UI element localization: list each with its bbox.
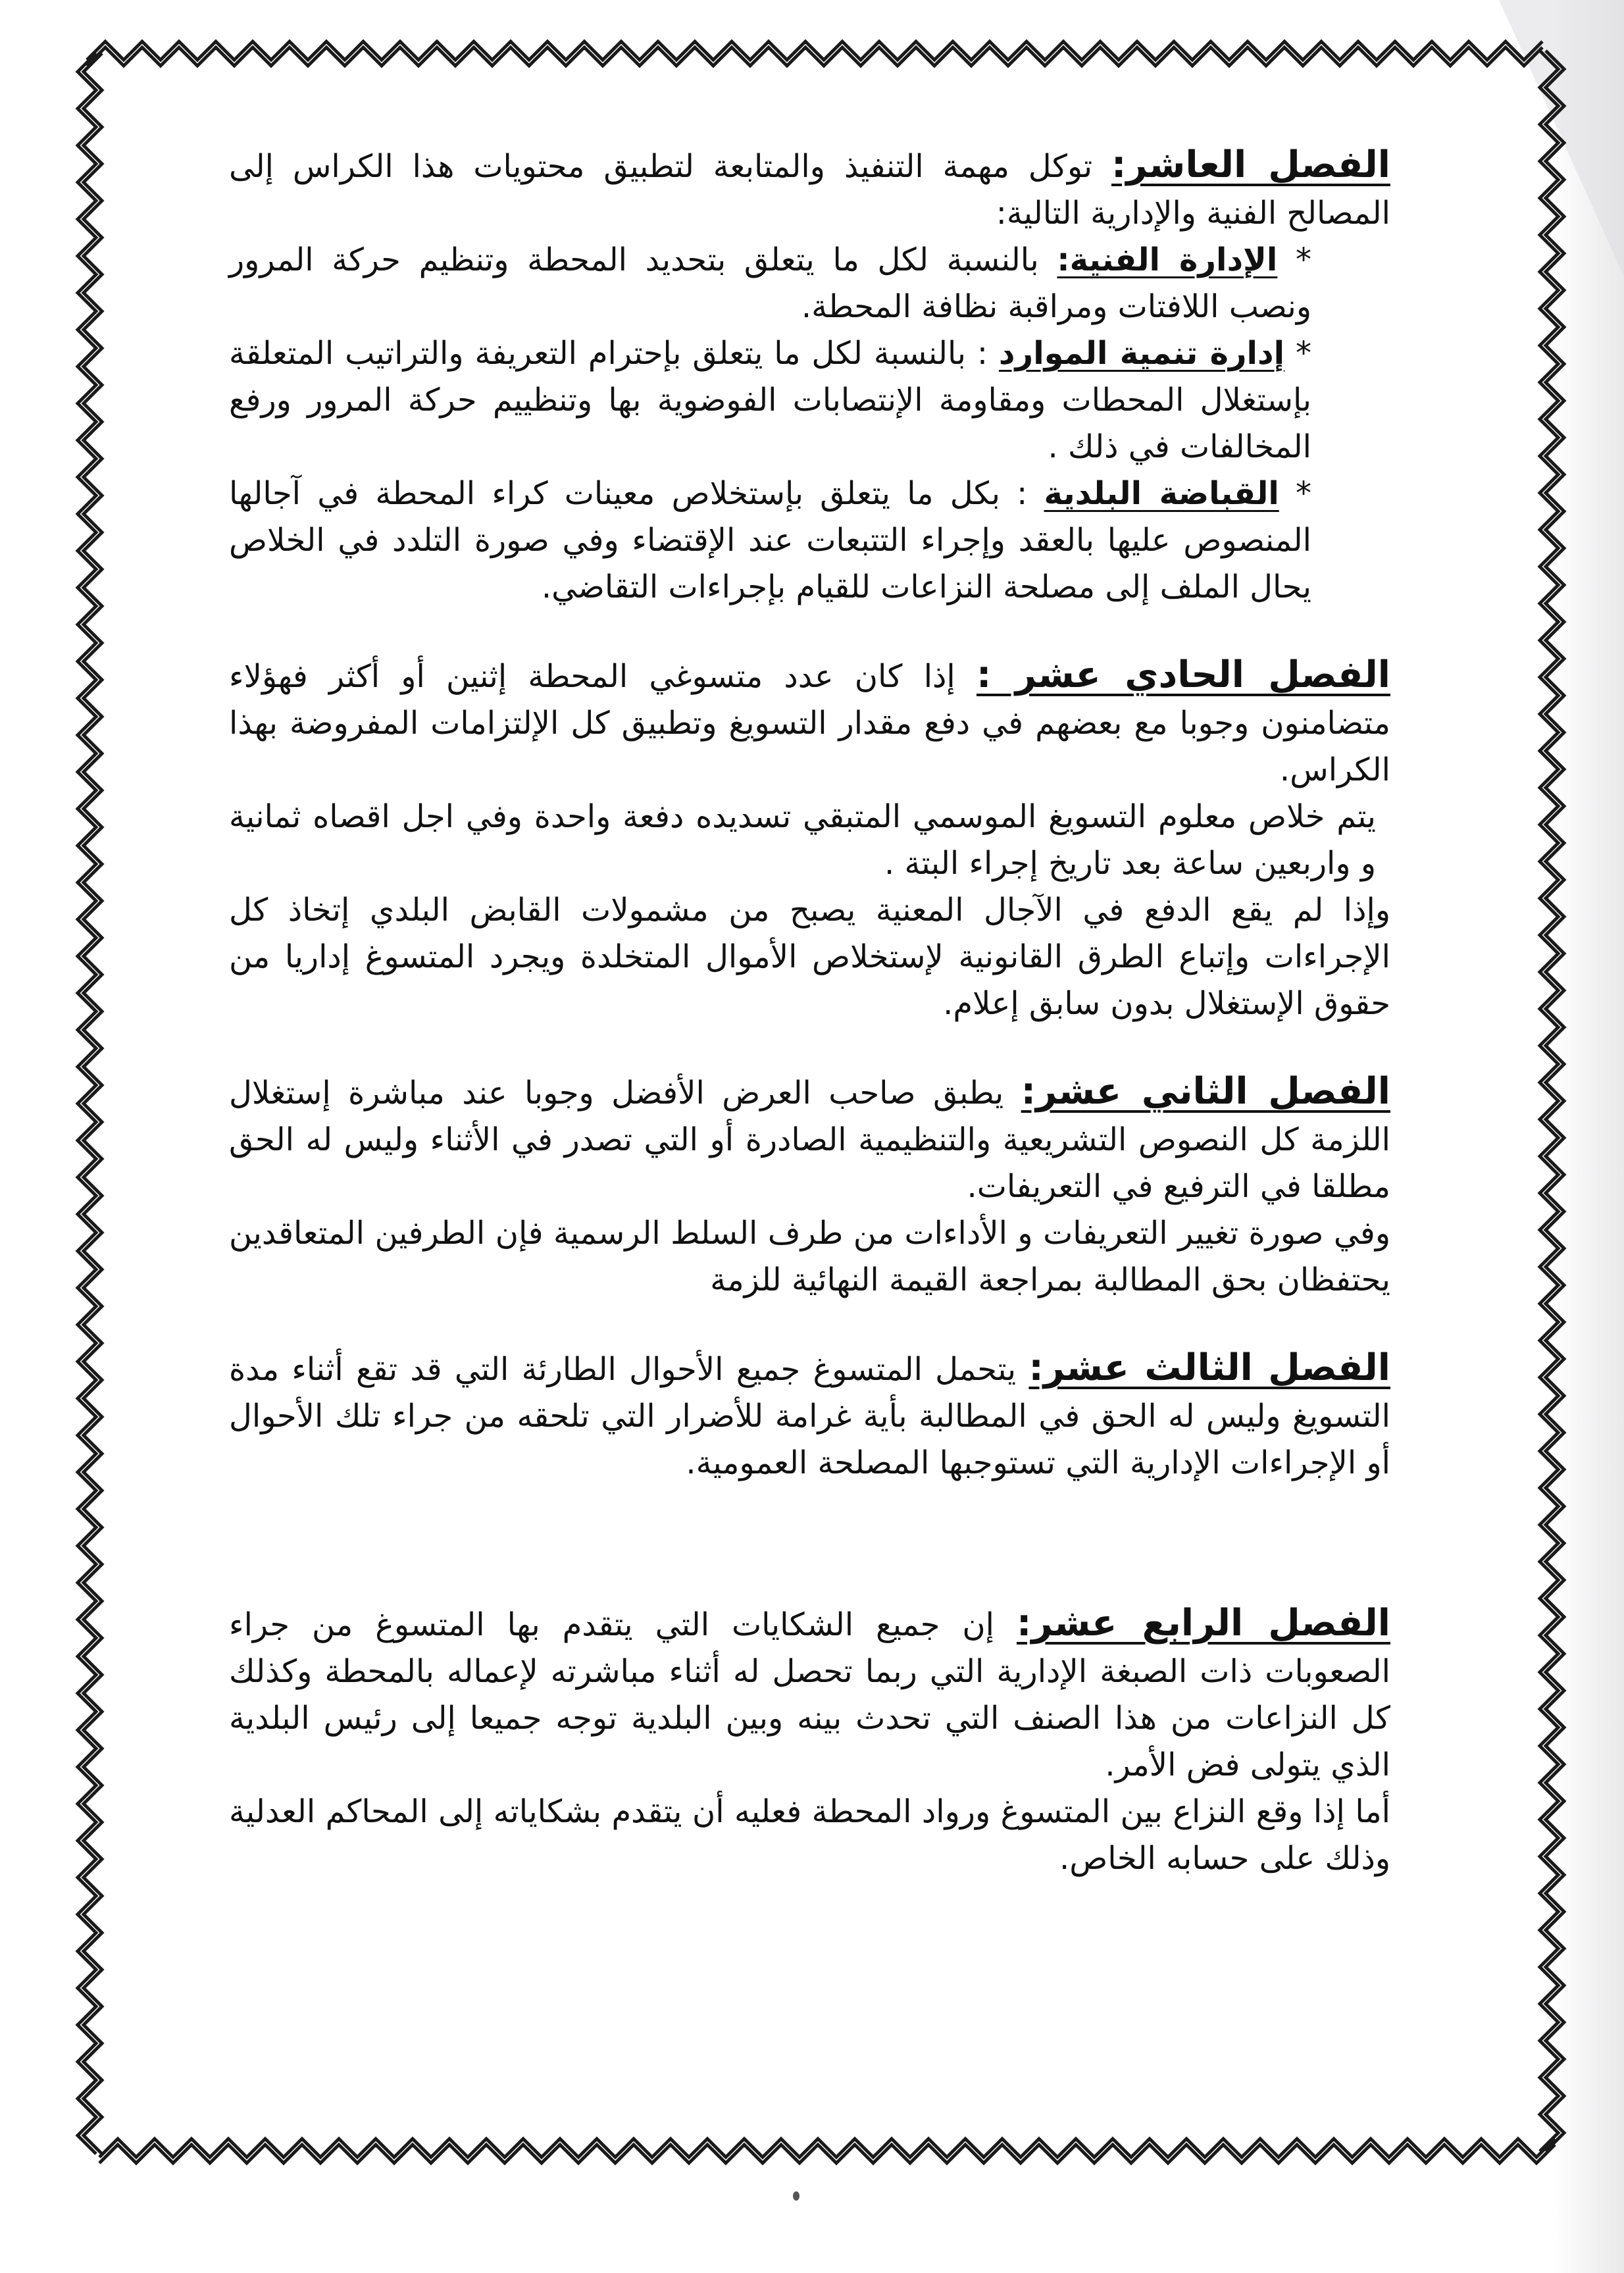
article-12-paragraph: وفي صورة تغيير التعريفات و الأداءات من طرف السلط الرسمية فإن الطرفين المتعاقدين يحتفظان بحق المطالبة بمراجعة القيمة النهائية للزمة: [229, 1215, 1390, 1298]
item-label: القباضة البلدية: [1044, 475, 1279, 512]
bullet-asterisk-icon: *: [1279, 475, 1311, 512]
article-12: [229, 1068, 1390, 1304]
article-11-text: إذا كان عدد متسوغي المحطة إثنين أو أكثر فهؤلاء متضامنون وجوبا مع بعضهم في دفع مقدار التسويغ وتطبيق كل الإلتزامات المفروضة بهذا الكراس.: [229, 658, 1390, 788]
article-10: [229, 141, 1390, 611]
item-label: إدارة تنمية الموارد: [998, 335, 1285, 372]
article-14-paragraph: أما إذا وقع النزاع بين المتسوغ ورواد المحطة فعليه أن يتقدم بشكاياته إلى المحاكم العدلية وذلك على حسابه الخاص.: [229, 1793, 1390, 1877]
bullet-asterisk-icon: *: [1284, 335, 1311, 372]
article-10-item-treasury: [229, 471, 1390, 611]
article-10-item-technical: [229, 237, 1390, 330]
article-11: [229, 651, 1390, 1027]
article-13-paragraph: [229, 1344, 1390, 1487]
article-14: [229, 1600, 1390, 1882]
blank-spacer: [229, 1527, 1390, 1600]
document-body: [229, 141, 1390, 1923]
item-label: الإدارة الفنية:: [1057, 242, 1278, 278]
border-zigzag-line: [84, 53, 102, 2154]
article-14-heading: الفصل الرابع عشر:: [1016, 1602, 1391, 1645]
article-12-paragraph: [229, 1068, 1390, 1210]
article-10-item-resources: [229, 330, 1390, 471]
article-12-heading: الفصل الثاني عشر:: [1021, 1070, 1390, 1113]
article-11-paragraph: وإذا لم يقع الدفع في الآجال المعنية يصبح من مشمولات القابض البلدي إتخاذ كل الإجراءات وإتباع الطرق القانونية لإستخلاص الأموال المتخلدة ويجرد المتسوغ إداريا من حقوق الإستغلال بدون سابق إعلام.: [229, 892, 1390, 1022]
article-10-text: توكل مهمة التنفيذ والمتابعة لتطبيق محتويات هذا الكراس إلى المصالح الفنية والإدارية التالية:: [229, 148, 1390, 232]
article-11-heading: الفصل الحادي عشر :: [976, 653, 1390, 696]
article-13-text: يتحمل المتسوغ جميع الأحوال الطارئة التي قد تقع أثناء مدة التسويغ وليس له الحق في المطالبة بأية غرامة للأضرار التي تلحقه من جراء تلك الأحوال أو الإجراءات الإدارية التي تستوجبها المصلحة العمومية.: [229, 1351, 1390, 1481]
bullet-asterisk-icon: *: [1277, 242, 1311, 278]
article-14-paragraph: [229, 1600, 1390, 1789]
item-text: : بكل ما يتعلق بإستخلاص معينات كراء المحطة في آجالها المنصوص عليها بالعقد وإجراء التتبعات عند الإقتضاء وفي صورة التلدد في الخلاص يحال الملف إلى مصلحة النزاعات للقيام بإجراءات التقاضي.: [229, 475, 1311, 605]
article-14-text: إن جميع الشكايات التي يتقدم بها المتسوغ من جراء الصعوبات ذات الصبغة الإدارية التي ربما تحصل له أثناء مباشرته لإعماله بالمحطة وكذلك كل النزاعات من هذا الصنف التي تحدث بينه وبين البلدية توجه جميعا إلى رئيس البلدية الذي يتولى فض الأمر.: [229, 1606, 1390, 1783]
article-10-intro: [229, 141, 1390, 237]
scan-speck: [793, 2191, 799, 2201]
article-13-heading: الفصل الثالث عشر:: [1028, 1346, 1390, 1389]
border-zigzag-line: [1540, 51, 1558, 2151]
item-text: : بالنسبة لكل ما يتعلق بإحترام التعريفة والتراتيب المتعلقة بإستغلال المحطات ومقاومة الإنتصابات الفوضوية بها وتنظييم حركة المرور ورفع المخالفات في ذلك .: [229, 335, 1311, 465]
article-13: [229, 1344, 1390, 1487]
article-10-heading: الفصل العاشر:: [1111, 143, 1390, 186]
article-11-paragraph: [229, 651, 1390, 794]
item-text: بالنسبة لكل ما يتعلق بتحديد المحطة وتنظيم حركة المرور ونصب اللافتات ومراقبة نظافة المحطة.: [229, 242, 1311, 325]
article-11-paragraph: يتم خلاص معلوم التسويغ الموسمي المتبقي تسديده دفعة واحدة وفي اجل اقصاه ثمانية و واربعين ساعة بعد تاريخ إجراء البتة .: [229, 798, 1376, 882]
article-12-text: يطبق صاحب العرض الأفضل وجوبا عند مباشرة إستغلال اللزمة كل النصوص التشريعية والتنظيمية الصادرة أو التي تصدر في الأثناء وليس له الحق مطلقا في الترفيع في التعريفات.: [229, 1075, 1390, 1205]
